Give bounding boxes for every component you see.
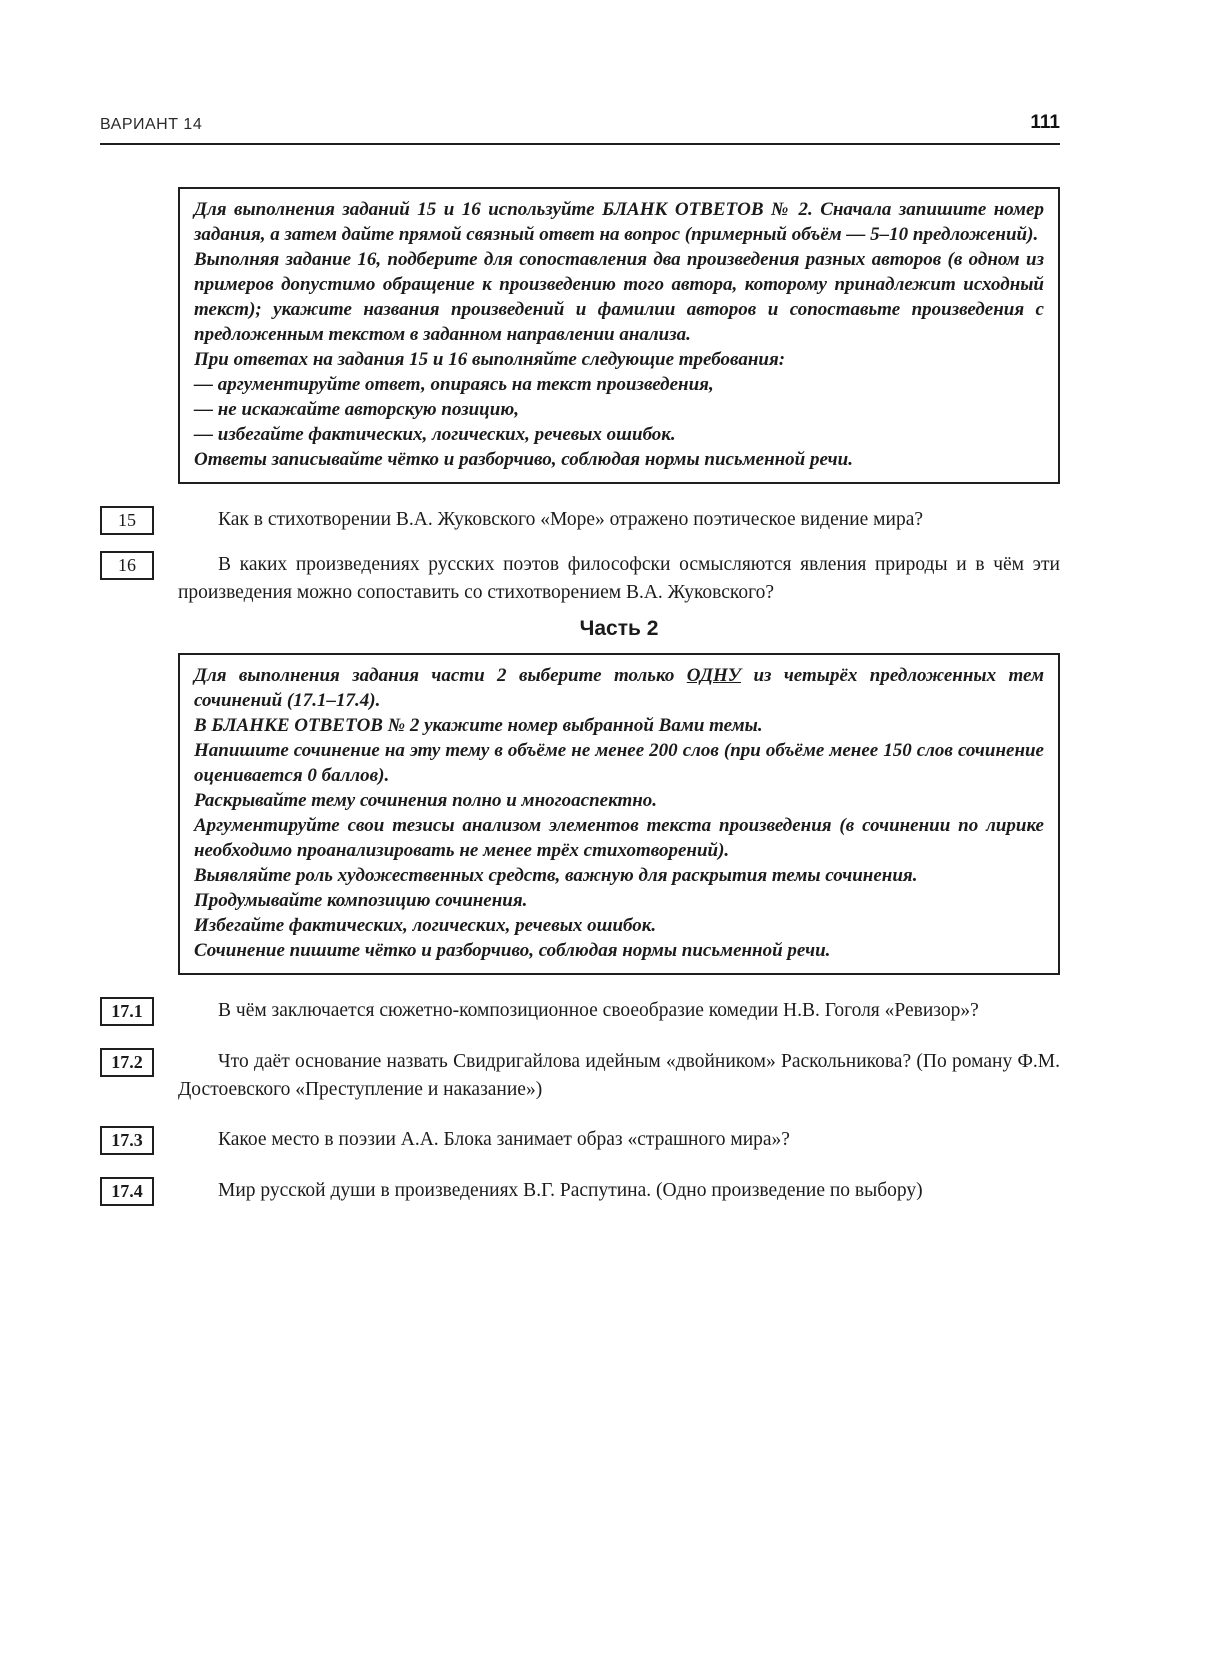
instruction-requirement: — аргументируйте ответ, опираясь на текст произведения,: [194, 374, 714, 395]
variant-label: ВАРИАНТ 14: [100, 116, 203, 133]
underlined-word: ОДНУ: [686, 665, 742, 686]
task-text: Мир русской души в произведениях В.Г. Распутина. (Одно произведение по выбору): [218, 1180, 923, 1201]
task-number-badge: 17.3: [100, 1126, 154, 1155]
task-text: В каких произведениях русских поэтов философски осмысляются явления природы и в чём эти произведения можно сопоставить со стихотворением В.А. Жуковского?: [178, 554, 1060, 603]
instruction-paragraph: Аргументируйте свои тезисы анализом элементов текста произведения (в сочинении по лирике необходимо проанализировать не менее трёх стихотворений).: [194, 815, 1044, 861]
task-text: Как в стихотворении В.А. Жуковского «Море» отражено поэтическое видение мира?: [218, 509, 923, 530]
instruction-requirement: — избегайте фактических, логических, речевых ошибок.: [194, 424, 676, 445]
task-row-17-2: [100, 1048, 1060, 1104]
task-row-17-3: [100, 1126, 1060, 1155]
instruction-paragraph: Для выполнения заданий 15 и 16 используйте БЛАНК ОТВЕТОВ № 2. Сначала запишите номер задания, а затем дайте прямой связный ответ на вопрос (примерный объём — 5–10 предложений).: [194, 199, 1044, 245]
task-row-17-1: [100, 997, 1060, 1026]
task-number-badge: 17.2: [100, 1048, 154, 1077]
instruction-paragraph: В БЛАНКЕ ОТВЕТОВ № 2 укажите номер выбранной Вами темы.: [194, 715, 763, 736]
task-text: Какое место в поэзии А.А. Блока занимает образ «страшного мира»?: [218, 1129, 790, 1150]
instruction-paragraph: Избегайте фактических, логических, речевых ошибок.: [194, 915, 657, 936]
instruction-paragraph: Выявляйте роль художественных средств, важную для раскрытия темы сочинения.: [194, 865, 918, 886]
page-number: 111: [1030, 112, 1060, 133]
instruction-paragraph: Выполняя задание 16, подберите для сопоставления два произведения разных авторов (в одном из примеров допустимо обращение к произведению того автора, которому принадлежит исходный текст); укажите названия произведений и фамилии авторов и сопоставьте произведения с предложенным текстом в заданном направлении анализа.: [194, 249, 1044, 345]
task-number-badge: 15: [100, 506, 154, 535]
instruction-paragraph: Продумывайте композицию сочинения.: [194, 890, 528, 911]
task-number-badge: 17.4: [100, 1177, 154, 1206]
header-divider: [100, 143, 1060, 145]
task-text: В чём заключается сюжетно-композиционное своеобразие комедии Н.В. Гоголя «Ревизор»?: [218, 1000, 979, 1021]
task-row-17-4: [100, 1177, 1060, 1206]
page-header: [100, 112, 1060, 134]
instruction-text-suffix: из четырёх предложенных тем сочинений (17.1–17.4).: [194, 665, 1044, 711]
instruction-paragraph: Раскрывайте тему сочинения полно и многоаспектно.: [194, 790, 658, 811]
instructions-box-2: [178, 653, 1060, 975]
task-number-badge: 17.1: [100, 997, 154, 1026]
task-number-badge: 16: [100, 551, 154, 580]
instruction-paragraph: Сочинение пишите чётко и разборчиво, соблюдая нормы письменной речи.: [194, 940, 831, 961]
instruction-paragraph: Напишите сочинение на эту тему в объёме не менее 200 слов (при объёме менее 150 слов сочинение оценивается 0 баллов).: [194, 740, 1044, 786]
instruction-paragraph: Ответы записывайте чётко и разборчиво, соблюдая нормы письменной речи.: [194, 449, 853, 470]
task-row-15: [100, 506, 1060, 535]
instruction-requirement: — не искажайте авторскую позицию,: [194, 399, 519, 420]
instruction-paragraph: [194, 663, 1044, 713]
page-content: [100, 0, 1060, 1206]
task-row-16: [100, 551, 1060, 607]
instruction-text-prefix: Для выполнения задания части 2 выберите только: [194, 665, 687, 686]
instructions-box-1: [178, 187, 1060, 484]
task-text: Что даёт основание назвать Свидригайлова идейным «двойником» Раскольникова? (По роману Ф.М. Достоевского «Преступление и наказание»): [178, 1051, 1060, 1100]
part2-heading: Часть 2: [579, 617, 659, 640]
instruction-paragraph: При ответах на задания 15 и 16 выполняйте следующие требования:: [194, 349, 786, 370]
